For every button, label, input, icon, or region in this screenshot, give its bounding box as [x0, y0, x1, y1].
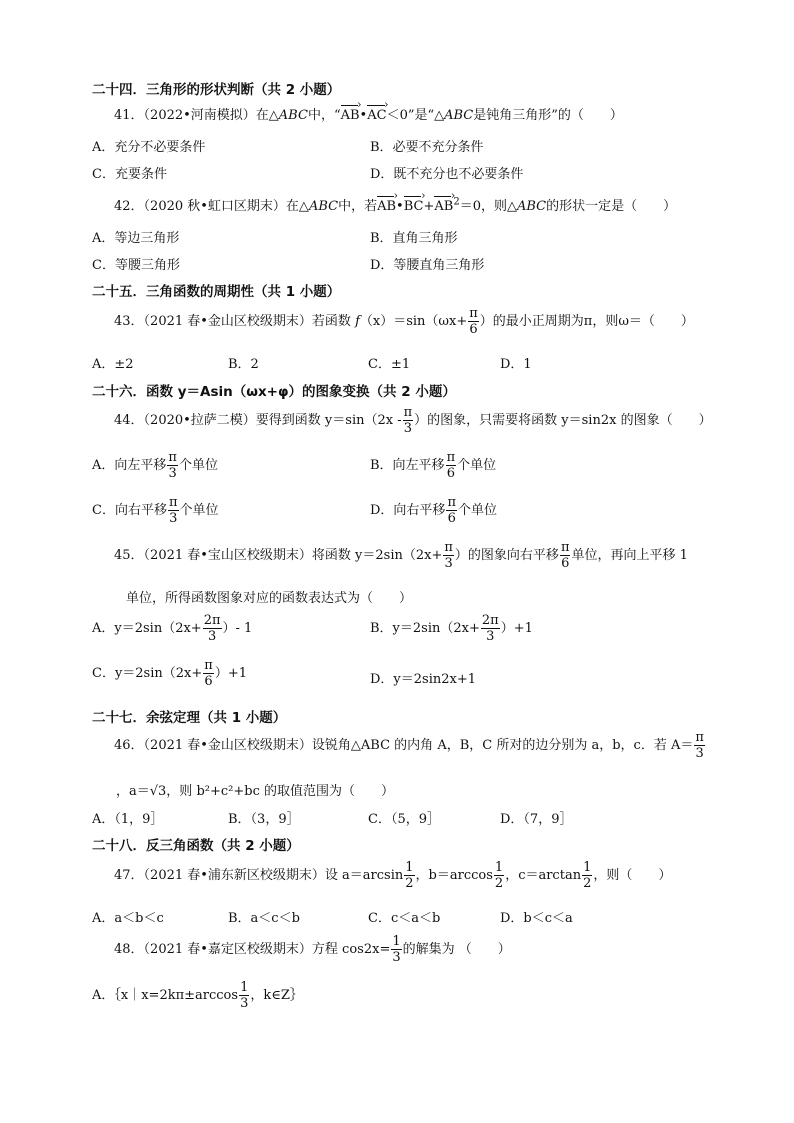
q44-c-post: 个单位 — [179, 503, 219, 518]
question-45-stem — [114, 540, 724, 571]
q44-prefix: 44．（2020•拉萨二模）要得到函数 y＝sin（2x - — [114, 413, 402, 428]
q41-cond: ＜0”是“△ — [386, 108, 445, 123]
q44-c-den: 3 — [169, 511, 178, 526]
q44-d-post: 个单位 — [457, 503, 497, 518]
q46-option-c[interactable]: C．（5，9］ — [368, 812, 440, 827]
q48-a-pre: A．｛x｜x=2kπ±arccos — [92, 988, 239, 1003]
q45-den2: 6 — [561, 556, 570, 571]
q47-fraction-2 — [494, 860, 504, 891]
q41-suffix: 是钝角三角形”的（ ） — [473, 108, 623, 123]
q43-suffix: ）的最小正周期为π，则ω＝（ ） — [479, 314, 694, 329]
q47-p3: ，c＝arctan — [505, 868, 582, 883]
section-heading-25: 二十五．三角函数的周期性（共 1 小题） — [92, 284, 341, 300]
question-41-stem — [114, 104, 724, 123]
q41-option-a[interactable]: A．充分不必要条件 — [92, 140, 206, 155]
q44-a-pre: A．向左平移 — [92, 458, 167, 473]
question-47-stem — [114, 860, 724, 891]
q46-fraction — [694, 730, 705, 761]
q44-a-den: 3 — [168, 466, 177, 481]
q46-option-a[interactable]: A．（1，9］ — [92, 812, 164, 827]
question-46-line2: ，a＝√3，则 b²+c²+bc 的取值范围为（ ） — [116, 784, 394, 799]
q45-a-num: 2π — [203, 613, 221, 628]
q42-option-b[interactable]: B．直角三角形 — [370, 231, 458, 246]
q44-b-den: 6 — [446, 466, 455, 481]
q41-mid: 中，“ — [307, 108, 341, 123]
q42-vector-ab: AB › — [377, 199, 396, 214]
q47-option-d[interactable]: D．b＜c＜a — [500, 911, 573, 926]
q41-option-c[interactable]: C．充要条件 — [92, 167, 167, 182]
q48-prefix: 48．（2021 春•嘉定区校级期末）方程 cos2x= — [114, 942, 391, 957]
q46-option-d[interactable]: D．（7，9］ — [500, 812, 573, 827]
section-heading-27: 二十七．余弦定理（共 1 小题） — [92, 710, 287, 726]
question-46-stem — [114, 730, 724, 761]
q45-c-post: ）+1 — [214, 666, 247, 681]
question-43-stem — [114, 306, 724, 337]
q42-triangle: ABC — [308, 199, 339, 214]
q45-b-pre: B．y＝2sin（2x+ — [370, 621, 480, 636]
q44-b-num: π — [446, 450, 456, 465]
q43-mid: （x）＝sin（ωx+ — [359, 314, 468, 329]
q42-option-c[interactable]: C．等腰三角形 — [92, 258, 180, 273]
q48-a-post: ，k∈Z｝ — [250, 988, 303, 1003]
q44-option-b[interactable] — [370, 450, 496, 481]
q44-d-pre: D．向右平移 — [370, 503, 446, 518]
q44-suffix: ）的图象，只需要将函数 y＝sin2x 的图象（ ） — [414, 413, 712, 428]
q42-option-a[interactable]: A．等边三角形 — [92, 231, 180, 246]
q43-prefix: 43．（2021 春•金山区校级期末）若函数 — [114, 314, 356, 329]
q45-a-post: ）- 1 — [222, 621, 253, 636]
q45-den1: 3 — [444, 556, 453, 571]
q45-option-c[interactable] — [92, 658, 247, 689]
q42-option-d[interactable]: D．等腰直角三角形 — [370, 258, 485, 273]
q44-a-post: 个单位 — [178, 458, 218, 473]
q44-c-num: π — [168, 495, 178, 510]
q43-option-b[interactable]: B．2 — [228, 357, 259, 372]
q44-d-den: 6 — [447, 511, 456, 526]
q44-a-fraction — [167, 450, 178, 481]
q45-c-fraction — [203, 658, 214, 689]
q45-option-b[interactable] — [370, 613, 533, 644]
q48-a-den: 3 — [240, 996, 249, 1011]
q42-plus: + — [423, 199, 435, 214]
q42-eq: ＝0，则△ — [459, 199, 517, 214]
question-48-stem — [114, 934, 724, 965]
question-42-stem — [114, 195, 724, 214]
q43-den: 6 — [469, 322, 478, 337]
q48-fraction — [391, 934, 401, 965]
q41-triangle: ABC — [278, 108, 308, 123]
q41-option-d[interactable]: D．既不充分也不必要条件 — [370, 167, 524, 182]
q44-d-fraction — [446, 495, 457, 526]
q47-fraction-3 — [582, 860, 592, 891]
q47-num1: 1 — [405, 860, 414, 875]
q43-num: π — [469, 306, 478, 321]
q47-p1: 47．（2021 春•浦东新区校级期末）设 a＝arcsin — [114, 868, 404, 883]
q42-mid: 中，若 — [338, 199, 378, 214]
q45-a-fraction — [203, 613, 222, 644]
q44-option-d[interactable] — [370, 495, 497, 526]
q45-option-a[interactable] — [92, 613, 252, 644]
section-heading-26: 二十六．函数 y＝Asin（ωx+φ）的图象变换（共 2 小题） — [92, 384, 456, 400]
q43-f: f — [355, 314, 360, 329]
q45-suffix: 单位，再向上平移 1 — [571, 548, 688, 563]
q48-a-num: 1 — [240, 980, 249, 995]
q42-suffix: 的形状一定是（ ） — [546, 199, 677, 214]
q45-fraction-1 — [443, 540, 454, 571]
q43-option-d[interactable]: D．1 — [500, 357, 532, 372]
q45-a-den: 3 — [207, 629, 217, 644]
q44-option-c[interactable] — [92, 495, 219, 526]
q42-prefix: 42．（2020 秋•虹口区期末）在△ — [114, 199, 309, 214]
q43-fraction — [468, 306, 479, 337]
q46-prefix: 46．（2021 春•金山区校级期末）设锐角△ABC 的内角 A，B，C 所对的边分别为 a，b，c．若 A＝ — [114, 738, 694, 753]
q47-option-b[interactable]: B．a＜c＜b — [228, 911, 300, 926]
q45-prefix: 45．（2021 春•宝山区校级期末）将函数 y＝2sin（2x+ — [114, 548, 443, 563]
q44-d-num: π — [447, 495, 456, 510]
q48-num: 1 — [392, 934, 401, 949]
q46-den: 3 — [695, 746, 704, 761]
q43-option-c[interactable]: C．±1 — [368, 357, 411, 372]
q45-c-pre: C．y＝2sin（2x+ — [92, 666, 203, 681]
q47-den3: 2 — [583, 876, 592, 891]
q42-square: 2 — [453, 196, 460, 208]
question-45-line2: 单位，所得函数图象对应的函数表达式为（ ） — [126, 591, 413, 606]
section-heading-24: 二十四．三角形的形状判断（共 2 小题） — [92, 82, 341, 98]
section-heading-28: 二十八．反三角函数（共 2 小题） — [92, 838, 300, 854]
q41-dot: • — [359, 108, 368, 123]
q45-num2: π — [560, 540, 570, 555]
q45-option-d[interactable]: D．y＝2sin2x+1 — [370, 672, 477, 687]
q44-b-fraction — [446, 450, 457, 481]
q46-num: π — [695, 730, 704, 745]
q44-c-pre: C．向右平移 — [92, 503, 167, 518]
q45-b-fraction — [481, 613, 500, 644]
q44-den: 3 — [403, 421, 413, 436]
question-44-stem — [114, 405, 724, 436]
q45-c-den: 6 — [204, 674, 213, 689]
q47-p4: ，则（ ） — [593, 868, 672, 883]
q41-triangle-2: ABC — [444, 108, 474, 123]
q45-num1: π — [444, 540, 453, 555]
q45-c-num: π — [204, 658, 213, 673]
q44-a-num: π — [168, 450, 177, 465]
q47-den2: 2 — [494, 876, 504, 891]
q47-num2: 1 — [494, 860, 504, 875]
q42-vector-bc: BC › — [404, 199, 424, 214]
q45-fraction-2 — [560, 540, 571, 571]
q45-a-pre: A．y＝2sin（2x+ — [92, 621, 202, 636]
q47-option-a[interactable]: A．a＜b＜c — [92, 911, 164, 926]
q47-fraction-1 — [404, 860, 414, 891]
q42-vector-ab-2: AB › — [434, 199, 453, 214]
q45-mid: ）的图象向右平移 — [454, 548, 559, 563]
q44-num: π — [403, 405, 413, 420]
q46-option-b[interactable]: B．（3，9］ — [228, 812, 300, 827]
q47-option-c[interactable]: C．c＜a＜b — [368, 911, 441, 926]
q45-b-num: 2π — [481, 613, 499, 628]
q42-triangle-2: ABC — [516, 199, 547, 214]
q41-option-b[interactable]: B．必要不充分条件 — [370, 140, 484, 155]
q44-fraction — [403, 405, 414, 436]
q48-a-fraction — [239, 980, 249, 1011]
q41-prefix: 41．（2022•河南模拟）在△ — [114, 108, 279, 123]
q42-dot: • — [396, 199, 404, 214]
q48-option-a[interactable] — [92, 980, 303, 1011]
q45-b-post: ）+1 — [500, 621, 533, 636]
q47-den1: 2 — [405, 876, 414, 891]
q41-vector-ac: AC › — [367, 108, 386, 123]
q48-suffix: 的解集为 （ ） — [402, 942, 511, 957]
q44-option-a[interactable] — [92, 450, 218, 481]
q47-p2: ，b＝arccos — [415, 868, 493, 883]
q48-den: 3 — [392, 950, 401, 965]
q44-b-pre: B．向左平移 — [370, 458, 445, 473]
q44-b-post: 个单位 — [457, 458, 497, 473]
q41-vector-ab: AB › — [341, 108, 360, 123]
q44-c-fraction — [168, 495, 179, 526]
q47-num3: 1 — [583, 860, 592, 875]
q43-option-a[interactable]: A．±2 — [92, 357, 134, 372]
q45-b-den: 3 — [486, 629, 495, 644]
